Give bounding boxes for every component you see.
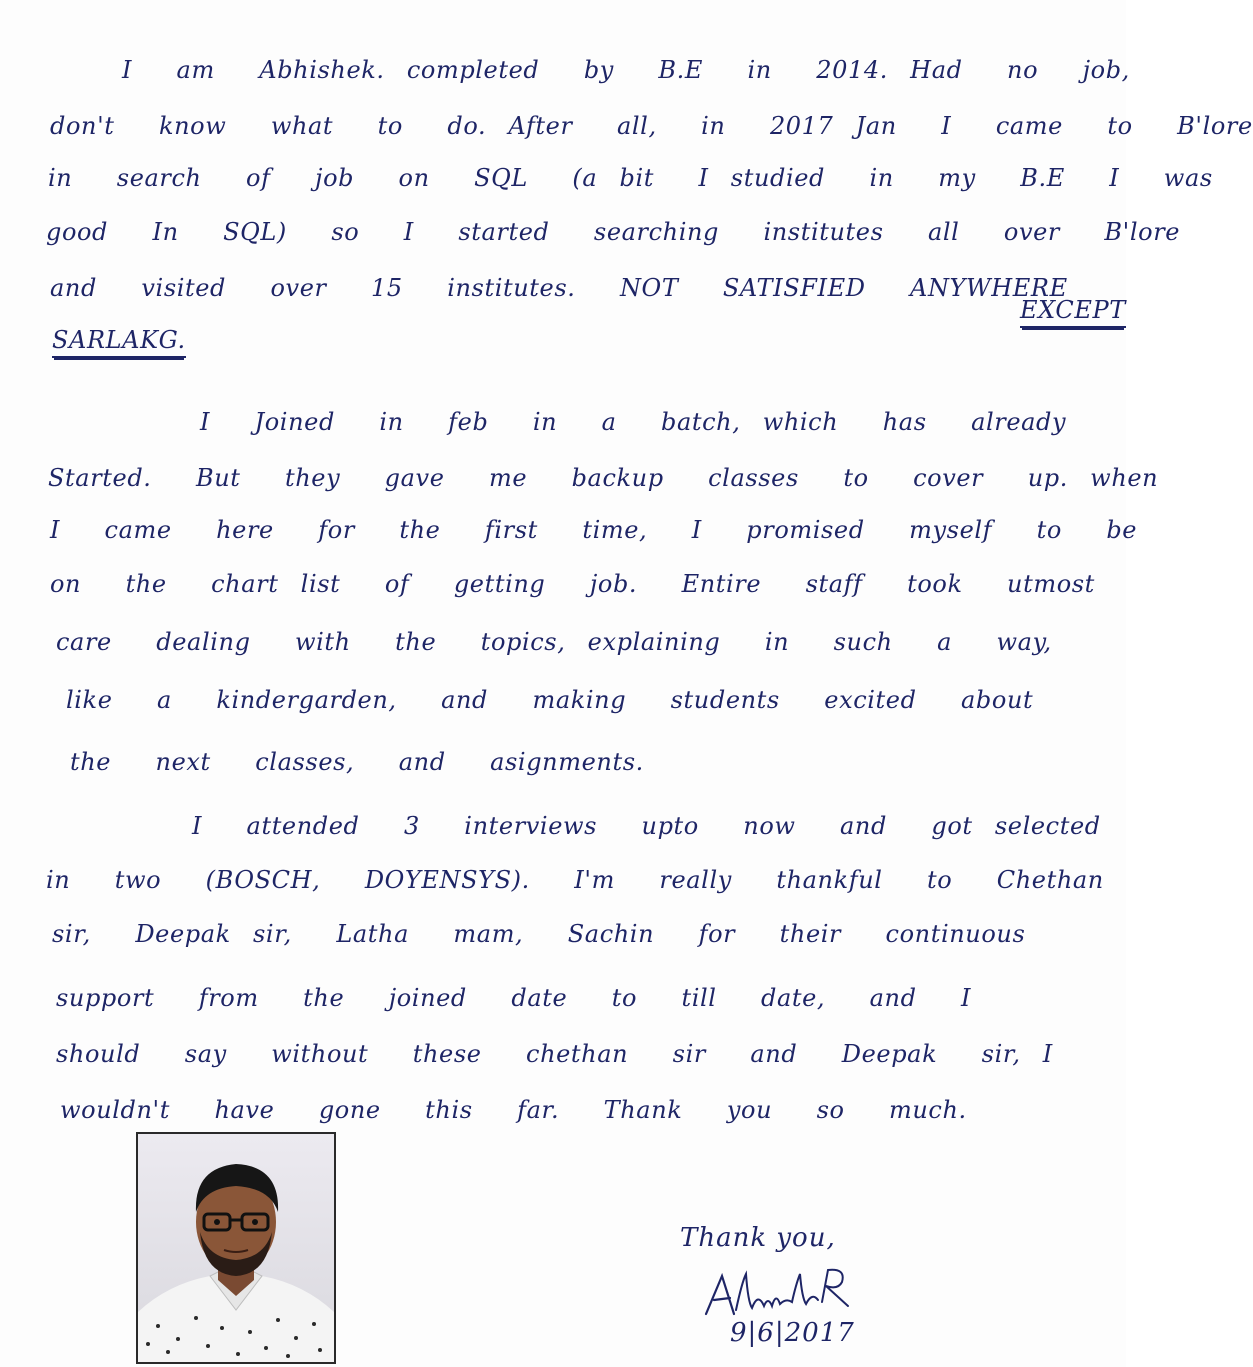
letter-line-18: support from the joined date to till date, and I (56, 984, 972, 1012)
letter-line-4: good In SQL) so I started searching institutes all over B'lore (46, 218, 1181, 246)
letter-line-1: I am Abhishek. completed by B.E in 2014. Had no job, (122, 56, 1130, 84)
letter-line-12: care dealing with the topics, explaining in such a way, (56, 628, 1052, 656)
student-photo (136, 1132, 336, 1364)
signature (700, 1262, 870, 1322)
letter-line-19: should say without these chethan sir and Deepak sir, I (56, 1040, 1053, 1068)
letter-line-3: in search of job on SQL (a bit I studied in my B.E I was (48, 164, 1213, 192)
letter-line-8: I Joined in feb in a batch, which has already (200, 408, 1067, 436)
letter-line-2: don't know what to do. After all, in 2017 Jan I came to B'lore (50, 112, 1253, 140)
closing-text: Thank you, (680, 1223, 836, 1253)
letter-line-9: Started. But they gave me backup classes to cover up. when (48, 464, 1159, 492)
letter-line-20: wouldn't have gone this far. Thank you so much. (60, 1096, 967, 1124)
letter-underlined-except: EXCEPT (1020, 296, 1126, 328)
person-image (138, 1134, 334, 1362)
letter-line-10: I came here for the first time, I promised myself to be (50, 516, 1138, 544)
letter-line-15: I attended 3 interviews upto now and got selected (192, 812, 1101, 840)
letter-line-14: the next classes, and asignments. (70, 748, 644, 776)
letter-line-17: sir, Deepak sir, Latha mam, Sachin for their continuous (52, 920, 1026, 948)
handwritten-signature (700, 1262, 870, 1322)
letter-line-11: on the chart list of getting job. Entire staff took utmost (50, 570, 1095, 598)
letter-line-5: and visited over 15 institutes. NOT SATISFIED ANYWHERE (50, 274, 1068, 302)
signature-date: 9|6|2017 (730, 1318, 855, 1348)
letter-line-13: like a kindergarden, and making students excited about (66, 686, 1034, 714)
letter-line-16: in two (BOSCH, DOYENSYS). I'm really thankful to Chethan (46, 866, 1104, 894)
letter-underlined-sarlakg: SARLAKG. (52, 326, 186, 358)
